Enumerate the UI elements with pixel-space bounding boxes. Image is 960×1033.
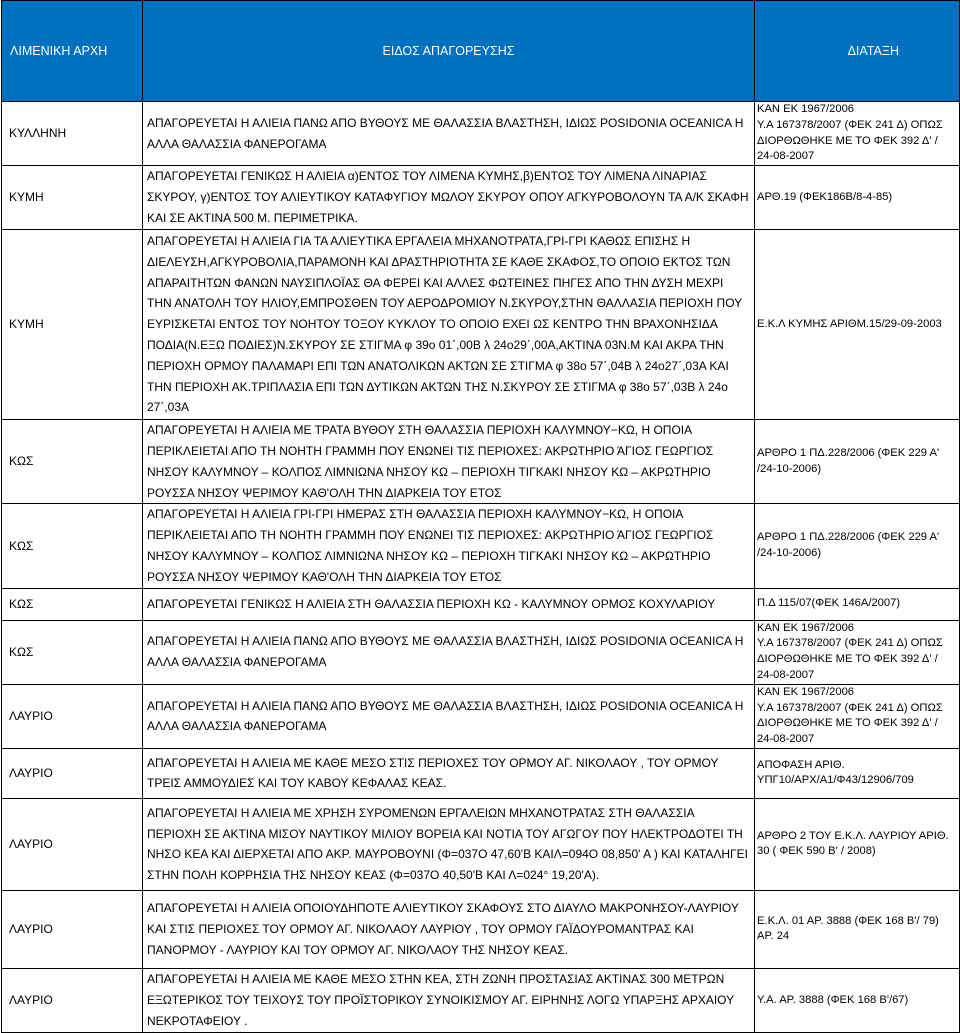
law-cell — [755, 504, 960, 588]
law-text: ΑΡΘΡΟ 2 ΤΟΥ Ε.Κ.Λ. ΛΑΥΡΙΟΥ ΑΡΙΘ. 30 ( ΦΕΚ 590 Β' / 2008) — [757, 829, 949, 858]
prohibition-cell: ΑΠΑΓΟΡΕΥΕΤΑΙ Η ΑΛΙΕΙΑ ΠΑΝΩ ΑΠΟ ΒΥΘΟΥΣ ΜΕ ΘΑΛΑΣΣΙΑ ΒΛΑΣΤΗΣΗ, ΙΔΙΩΣ POSIDONIA OCEANICA Η ΑΛΛΑ ΘΑΛΑΣΣΙΑ ΦΑΝΕΡΟΓΑΜΑ — [143, 620, 755, 684]
table-row — [2, 968, 960, 1032]
prohibition-cell: ΑΠΑΓΟΡΕΥΕΤΑΙ ΓΕΝΙΚΩΣ Η ΑΛΙΕΙΑ ΣΤΗ ΘΑΛΑΣΣΙΑ ΠΕΡΙΟΧΗ ΚΩ - ΚΑΛΥΜΝΟΥ ΟΡΜΟΣ ΚΟΧΥΛΑΡΙΟΥ — [143, 588, 755, 620]
law-text: Ε.Κ.Λ ΚΥΜΗΣ ΑΡΙΘΜ.15/29-09-2003 — [757, 317, 942, 330]
table-row — [2, 684, 960, 748]
port-cell: ΛΑΥΡΙΟ — [2, 890, 143, 968]
prohibition-cell: ΑΠΑΓΟΡΕΥΕΤΑΙ Η ΑΛΙΕΙΑ ΜΕ ΤΡΑΤΑ ΒΥΘΟΥ ΣΤΗ ΘΑΛΑΣΣΙΑ ΠΕΡΙΟΧΗ ΚΑΛΥΜΝΟΥ−ΚΩ, Η ΟΠΟΙΑ ΠΕΡΙΚΛΕΙΕΤΑΙ ΑΠΟ ΤΗ ΝΟΗΤΗ ΓΡΑΜΜΗ ΠΟΥ ΕΝΩΝΕΙ ΤΙΣ ΠΕΡΙΟΧΕΣ: ΑΚΡΩΤΗΡΙΟ ΆΓΙΟΣ ΓΕΩΡΓΙΟΣ ΝΗΣΟΥ ΚΑΛΥΜΝΟΥ – ΚΟΛΠΟΣ ΛΙΜΝΙΩΝΑ ΝΗΣΟΥ ΚΩ – ΠΕΡΙΟΧΗ ΤΙΓΚΑΚΙ ΝΗΣΟΥ ΚΩ – ΑΚΡΩΤΗΡΙΟ ΡΟΥΣΣΑ ΝΗΣΟΥ ΨΕΡΙΜΟΥ ΚΑΘ'ΟΛΗ ΤΗΝ ΔΙΑΡΚΕΙΑ ΤΟΥ ΕΤΟΣ — [143, 420, 755, 504]
prohibition-cell: ΑΠΑΓΟΡΕΥΕΤΑΙ Η ΑΛΙΕΙΑ ΜΕ ΧΡΗΣΗ ΣΥΡΟΜΕΝΩΝ ΕΡΓΑΛΕΙΩΝ ΜΗΧΑΝΟΤΡΑΤΑΣ ΣΤΗ ΘΑΛΑΣΣΙΑ ΠΕΡΙΟΧΗ ΣΕ ΑΚΤΙΝΑ ΜΙΣΟΥ ΝΑΥΤΙΚΟΥ ΜΙΛΙΟΥ ΒΟΡΕΙΑ ΚΑΙ ΝΟΤΙΑ ΤΟΥ ΑΓΩΓΟΥ ΠΟΥ ΗΛΕΚΤΡΟΔΟΤΕΙ ΤΗ ΝΗΣΟ ΚΕΑ ΚΑΙ ΔΙΕΡΧΕΤΑΙ ΑΠΟ ΑΚΡ. ΜΑΥΡΟΒΟΥΝΙ (Φ=037Ο 47,60'Β ΚΑΙΛ=094Ο 08,850' Α ) ΚΑΙ ΚΑΤΑΛΗΓΕΙ ΣΤΗΝ ΠΟΛΗ ΚΟΡΡΗΣΙΑ ΤΗΣ ΝΗΣΟΥ ΚΕΑΣ (Φ=037Ο 40,50'Β ΚΑΙ Λ=024° 19,20'Α). — [143, 798, 755, 890]
law-text: ΚΑΝ ΕΚ 1967/2006 Υ.Α 167378/2007 (ΦΕΚ 241 Δ) ΟΠΩΣ ΔΙΟΡΘΩΘΗΚΕ ΜΕ ΤΟ ΦΕΚ 392 Δ' / 24-08-2007 — [757, 685, 943, 746]
law-cell — [755, 166, 960, 230]
law-text: ΑΡΘ.19 (ΦΕΚ186Β/8-4-85) — [757, 190, 893, 203]
table-row — [2, 890, 960, 968]
port-cell: ΛΑΥΡΙΟ — [2, 968, 143, 1032]
law-text: Ε.Κ.Λ. 01 ΑΡ. 3888 (ΦΕΚ 168 Β'/ 79) ΑΡ. 24 — [757, 914, 939, 943]
law-cell — [755, 684, 960, 748]
port-cell: ΚΩΣ — [2, 588, 143, 620]
law-text: ΑΠΟΦΑΣΗ ΑΡΙΘ. ΥΠΓ10/ΑΡΧ/Α1/Φ43/12906/709 — [757, 758, 914, 787]
port-cell: ΛΑΥΡΙΟ — [2, 748, 143, 798]
prohibition-cell: ΑΠΑΓΟΡΕΥΕΤΑΙ Η ΑΛΙΕΙΑ ΜΕ ΚΑΘΕ ΜΕΣΟ ΣΤΗΝ ΚΕΑ, ΣΤΗ ΖΩΝΗ ΠΡΟΣΤΑΣΙΑΣ ΑΚΤΙΝΑΣ 300 ΜΕΤΡΩΝ ΕΞΩΤΕΡΙΚΟΣ ΤΟΥ ΤΕΙΧΟΥΣ ΤΟΥ ΠΡΟΪΣΤΟΡΙΚΟΥ ΣΥΝΟΙΚΙΣΜΟΥ ΑΓ. ΕΙΡΗΝΗΣ ΛΟΓΩ ΥΠΑΡΞΗΣ ΑΡΧΑΙΟΥ ΝΕΚΡΟΤΑΦΕΙΟΥ . — [143, 968, 755, 1032]
law-cell — [755, 890, 960, 968]
port-cell: ΚΥΜΗ — [2, 230, 143, 420]
table-row — [2, 504, 960, 588]
header-type: ΕΙΔΟΣ ΑΠΑΓΟΡΕΥΣΗΣ — [143, 1, 755, 102]
prohibitions-table — [1, 0, 960, 1033]
prohibition-cell: ΑΠΑΓΟΡΕΥΕΤΑΙ Η ΑΛΙΕΙΑ ΓΡΙ-ΓΡΙ ΗΜΕΡΑΣ ΣΤΗ ΘΑΛΑΣΣΙΑ ΠΕΡΙΟΧΗ ΚΑΛΥΜΝΟΥ−ΚΩ, Η ΟΠΟΙΑ ΠΕΡΙΚΛΕΙΕΤΑΙ ΑΠΟ ΤΗ ΝΟΗΤΗ ΓΡΑΜΜΗ ΠΟΥ ΕΝΩΝΕΙ ΤΙΣ ΠΕΡΙΟΧΕΣ: ΑΚΡΩΤΗΡΙΟ ΆΓΙΟΣ ΓΕΩΡΓΙΟΣ ΝΗΣΟΥ ΚΑΛΥΜΝΟΥ – ΚΟΛΠΟΣ ΛΙΜΝΙΩΝΑ ΝΗΣΟΥ ΚΩ – ΠΕΡΙΟΧΗ ΤΙΓΚΑΚΙ ΝΗΣΟΥ ΚΩ – ΑΚΡΩΤΗΡΙΟ ΡΟΥΣΣΑ ΝΗΣΟΥ ΨΕΡΙΜΟΥ ΚΑΘ'ΟΛΗ ΤΗΝ ΔΙΑΡΚΕΙΑ ΤΟΥ ΕΤΟΣ — [143, 504, 755, 588]
table-row — [2, 230, 960, 420]
prohibition-cell: ΑΠΑΓΟΡΕΥΕΤΑΙ Η ΑΛΙΕΙΑ ΟΠΟΙΟΥΔΗΠΟΤΕ ΑΛΙΕΥΤΙΚΟΥ ΣΚΑΦΟΥΣ ΣΤΟ ΔΙΑΥΛΟ ΜΑΚΡΟΝΗΣΟΥ-ΛΑΥΡΙΟΥ ΚΑΙ ΣΤΙΣ ΠΕΡΙΟΧΕΣ ΤΟΥ ΟΡΜΟΥ ΑΓ. ΝΙΚΟΛΑΟΥ ΛΑΥΡΙΟΥ , ΤΟΥ ΟΡΜΟΥ ΓΑΪΔΟΥΡΟΜΑΝΤΡΑΣ ΚΑΙ ΠΑΝΟΡΜΟΥ - ΛΑΥΡΙΟΥ ΚΑΙ ΤΟΥ ΟΡΜΟΥ ΑΓ. ΝΙΚΟΛΑΟΥ ΤΗΣ ΝΗΣΟΥ ΚΕΑΣ. — [143, 890, 755, 968]
prohibition-cell: ΑΠΑΓΟΡΕΥΕΤΑΙ Η ΑΛΙΕΙΑ ΓΙΑ ΤΑ ΑΛΙΕΥΤΙΚΑ ΕΡΓΑΛΕΙΑ ΜΗΧΑΝΟΤΡΑΤΑ,ΓΡΙ-ΓΡΙ ΚΑΘΩΣ ΕΠΙΣΗΣ Η ΔΙΕΛΕΥΣΗ,ΑΓΚΥΡΟΒΟΛΙΑ,ΠΑΡΑΜΟΝΗ ΚΑΙ ΔΡΑΣΤΗΡΙΟΤΗΤΑ ΣΕ ΚΑΘΕ ΣΚΑΦΟΣ,ΤΟ ΟΠΟΙΟ ΕΚΤΟΣ ΤΩΝ ΑΠΑΡΑΙΤΗΤΩΝ ΦΑΝΩΝ ΝΑΥΣΙΠΛΟΪΑΣ ΘΑ ΦΕΡΕΙ ΚΑΙ ΑΛΛΕΣ ΦΩΤΕΙΝΕΣ ΠΗΓΕΣ ΑΠΟ ΤΗΝ ΔΥΣΗ ΜΕΧΡΙ ΤΗΝ ΑΝΑΤΟΛΗ ΤΟΥ ΗΛΙΟΥ,ΕΜΠΡΟΣΘΕΝ ΤΟΥ ΑΕΡΟΔΡΟΜΙΟΥ Ν.ΣΚΥΡΟΥ,ΣΤΗΝ ΘΑΛΛΑΣΙΑ ΠΕΡΙΟΧΗ ΠΟΥ ΕΥΡΙΣΚΕΤΑΙ ΕΝΤΟΣ ΤΟΥ ΝΟΗΤΟΥ ΤΟΞΟΥ ΚΥΚΛΟΥ ΤΟ ΟΠΟΙΟ ΕΧΕΙ ΩΣ ΚΕΝΤΡΟ ΤΗΝ ΒΡΑΧΟΝΗΣΙΔΑ ΠΟΔΙΑ(Ν.ΕΞΩ ΠΟΔΙΕΣ)Ν.ΣΚΥΡΟΥ ΣΕ ΣΤΙΓΜΑ φ 39ο 01΄,00Β λ 24ο29΄,00Α,ΑΚΤΙΝΑ 03Ν.Μ ΚΑΙ ΑΚΡΑ ΤΗΝ ΠΕΡΙΟΧΗ ΟΡΜΟΥ ΠΑΛΑΜΑΡΙ ΕΠΙ ΤΩΝ ΑΝΑΤΟΛΙΚΩΝ ΑΚΤΩΝ ΣΕ ΣΤΙΓΜΑ φ 38ο 57΄,04Β λ 24ο27΄,03Α ΚΑΙ ΤΗΝ ΠΕΡΙΟΧΗ ΑΚ.ΤΡΙΠΛΑΣΙΑ ΕΠΙ ΤΩΝ ΔΥΤΙΚΩΝ ΑΚΤΩΝ ΤΗΣ Ν.ΣΚΥΡΟΥ ΣΕ ΣΤΙΓΜΑ φ 38ο 57΄,03Β λ 24ο 27΄,03Α — [143, 230, 755, 420]
law-cell — [755, 588, 960, 620]
header-row — [2, 1, 960, 102]
law-text: ΚΑΝ ΕΚ 1967/2006 Υ.Α 167378/2007 (ΦΕΚ 241 Δ) ΟΠΩΣ ΔΙΟΡΘΩΘΗΚΕ ΜΕ ΤΟ ΦΕΚ 392 Δ' / 24-08-2007 — [757, 103, 943, 163]
prohibition-cell: ΑΠΑΓΟΡΕΥΕΤΑΙ Η ΑΛΙΕΙΑ ΜΕ ΚΑΘΕ ΜΕΣΟ ΣΤΙΣ ΠΕΡΙΟΧΕΣ ΤΟΥ ΟΡΜΟΥ ΑΓ. ΝΙΚΟΛΑΟΥ , ΤΟΥ ΟΡΜΟΥ ΤΡΕΙΣ ΑΜΜΟΥΔΙΕΣ ΚΑΙ ΤΟΥ ΚΑΒΟΥ ΚΕΦΑΛΑΣ ΚΕΑΣ. — [143, 748, 755, 798]
port-cell: ΚΥΜΗ — [2, 166, 143, 230]
header-port: ΛΙΜΕΝΙΚΗ ΑΡΧΗ — [2, 1, 143, 102]
law-cell — [755, 420, 960, 504]
prohibition-cell: ΑΠΑΓΟΡΕΥΕΤΑΙ Η ΑΛΙΕΙΑ ΠΑΝΩ ΑΠΟ ΒΥΘΟΥΣ ΜΕ ΘΑΛΑΣΣΙΑ ΒΛΑΣΤΗΣΗ, ΙΔΙΩΣ POSIDONIA OCEANICA Η ΑΛΛΑ ΘΑΛΑΣΣΙΑ ΦΑΝΕΡΟΓΑΜΑ — [143, 684, 755, 748]
prohibition-cell: ΑΠΑΓΟΡΕΥΕΤΑΙ ΓΕΝΙΚΩΣ Η ΑΛΙΕΙΑ α)ΕΝΤΟΣ ΤΟΥ ΛΙΜΕΝΑ ΚΥΜΗΣ,β)ΕΝΤΟΣ ΤΟΥ ΛΙΜΕΝΑ ΛΙΝΑΡΙΑΣ ΣΚΥΡΟΥ, γ)ΕΝΤΟΣ ΤΟΥ ΑΛΙΕΥΤΙΚΟΥ ΚΑΤΑΦΥΓΙΟΥ ΜΩΛΟΥ ΣΚΥΡΟΥ ΟΠΟΥ ΑΓΚΥΡΟΒΟΛΟΥΝ ΤΑ Α/Κ ΣΚΑΦΗ ΚΑΙ ΣΕ ΑΚΤΙΝΑ 500 Μ. ΠΕΡΙΜΕΤΡΙΚΑ. — [143, 166, 755, 230]
law-cell — [755, 230, 960, 420]
law-text: ΚΑΝ ΕΚ 1967/2006 Υ.Α 167378/2007 (ΦΕΚ 241 Δ) ΟΠΩΣ ΔΙΟΡΘΩΘΗΚΕ ΜΕ ΤΟ ΦΕΚ 392 Δ' / 24-08-2007 — [757, 621, 943, 681]
table-row — [2, 588, 960, 620]
port-cell: ΚΥΛΛΗΝΗ — [2, 102, 143, 166]
law-text: Π.Δ 115/07(ΦΕΚ 146Α/2007) — [757, 597, 901, 610]
header-law: ΔΙΑΤΑΞΗ — [755, 1, 960, 102]
law-cell — [755, 620, 960, 684]
port-cell: ΚΩΣ — [2, 620, 143, 684]
table-row — [2, 166, 960, 230]
table-row — [2, 420, 960, 504]
port-cell: ΛΑΥΡΙΟ — [2, 798, 143, 890]
law-text: ΑΡΘΡΟ 1 ΠΔ.228/2006 (ΦΕΚ 229 Α' /24-10-2006) — [757, 531, 940, 559]
table-row — [2, 102, 960, 166]
law-text: ΑΡΘΡΟ 1 ΠΔ.228/2006 (ΦΕΚ 229 Α' /24-10-2006) — [757, 446, 940, 475]
prohibition-cell: ΑΠΑΓΟΡΕΥΕΤΑΙ Η ΑΛΙΕΙΑ ΠΑΝΩ ΑΠΟ ΒΥΘΟΥΣ ΜΕ ΘΑΛΑΣΣΙΑ ΒΛΑΣΤΗΣΗ, ΙΔΙΩΣ POSIDONIA OCEANICA Η ΑΛΛΑ ΘΑΛΑΣΣΙΑ ΦΑΝΕΡΟΓΑΜΑ — [143, 102, 755, 166]
law-cell — [755, 102, 960, 166]
law-text: Υ.Α. ΑΡ. 3888 (ΦΕΚ 168 Β'/67) — [757, 993, 909, 1006]
port-cell: ΚΩΣ — [2, 420, 143, 504]
table-row — [2, 798, 960, 890]
table-row — [2, 620, 960, 684]
table-row — [2, 748, 960, 798]
law-cell — [755, 798, 960, 890]
law-cell — [755, 748, 960, 798]
law-cell — [755, 968, 960, 1032]
port-cell: ΚΩΣ — [2, 504, 143, 588]
port-cell: ΛΑΥΡΙΟ — [2, 684, 143, 748]
